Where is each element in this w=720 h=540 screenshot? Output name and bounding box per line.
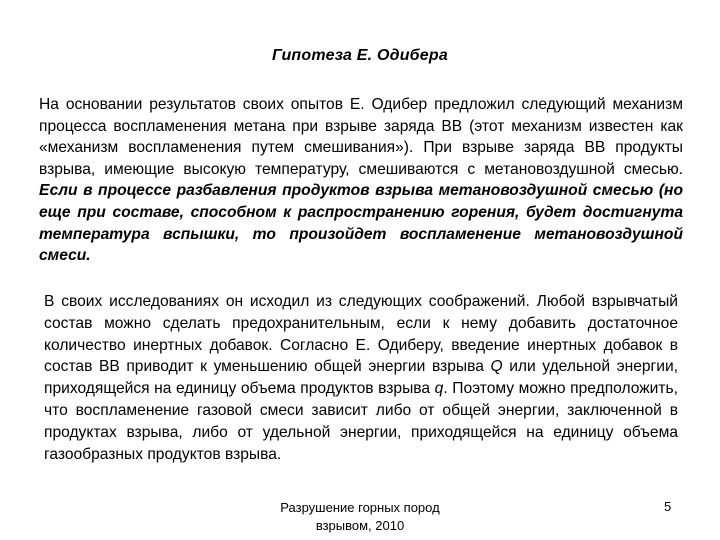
paragraph-reasoning: [44, 291, 678, 465]
footer-line-1: Разрушение горных пород: [280, 500, 440, 515]
paragraph-hypothesis: [39, 94, 683, 267]
paragraph-hypothesis-text: На основании результатов своих опытов Е. Одибер предложил следующий механизм процесса воспламенения метана при взрыве заряда ВВ (этот механизм известен как «механизм воспламенения путем смешивания»). При взрыве заряда ВВ продукты взрыва, имеющие высокую температуру, смешиваются с метановоздушной смесью.: [39, 96, 683, 178]
slide-title: Гипотеза Е. Одибера: [272, 47, 448, 64]
paragraph-hypothesis-emphasis: Если в процессе разбавления продуктов взрыва метановоздушной смесью (но еще при составе, способном к распространению горения, будет достигнута температура вспышки, то произойдет воспламенение метановоздушной смеси.: [39, 182, 683, 265]
paragraph-reasoning-part1: В своих исследованиях он исходил из следующих соображений. Любой взрывчатый состав можно сделать предохранительным, если к нему добавить достаточное количество инертных добавок. Согласно Е. Одиберу, введение инертных добавок в состав ВВ приводит к уменьшению общей энергии взрыва: [44, 293, 678, 376]
variable-q-specific: q: [434, 380, 444, 398]
paragraph-reasoning-part2: или удельной энергии, приходящейся на единицу объема продуктов взрыва: [44, 358, 679, 398]
page-number: 5: [664, 499, 672, 514]
paragraph-reasoning-part3: . Поэтому можно предположить, что воспламенение газовой смеси зависит либо от общей энергии, заключенной в продуктах взрыва, либо от удельной энергии, приходящейся на единицу объема газообразных продуктов взрыва.: [44, 380, 678, 463]
footer-line-2: взрывом, 2010: [315, 518, 405, 533]
variable-q-total: Q: [490, 358, 503, 376]
footer: [250, 499, 470, 535]
